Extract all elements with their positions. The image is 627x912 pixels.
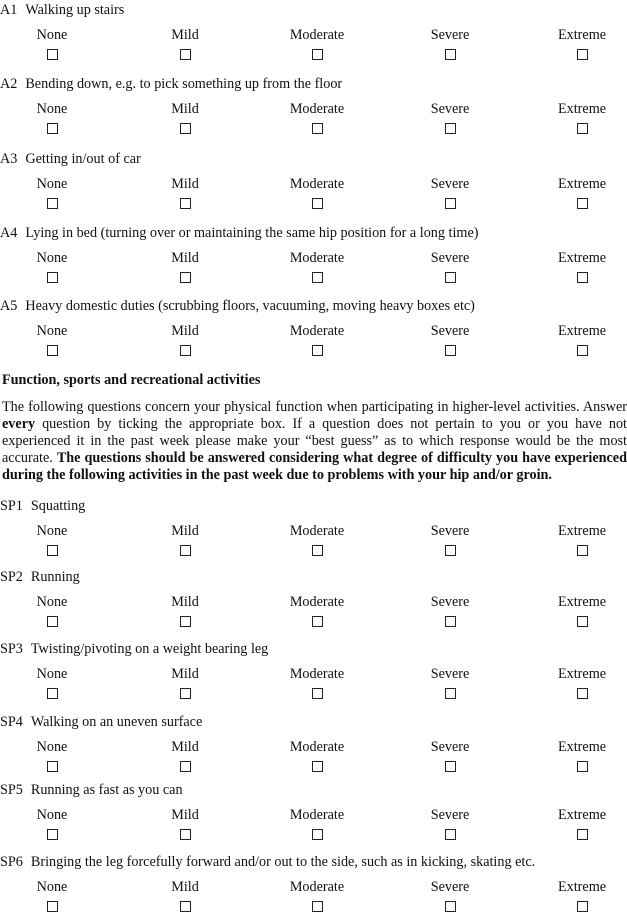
option-checkbox[interactable] [445,545,456,556]
option-label: Mild [171,101,199,117]
option-label: Moderate [289,879,345,895]
question-text: Getting in/out of car [25,151,141,167]
option-label: Mild [171,594,199,610]
option-checkbox[interactable] [180,688,191,699]
option-severe [400,27,500,60]
option-checkbox[interactable] [180,761,191,772]
option-checkbox[interactable] [577,123,588,134]
option-none [2,323,102,356]
option-label: Severe [430,27,470,43]
option-severe [400,250,500,283]
option-mild [135,323,235,356]
option-checkbox[interactable] [180,901,191,912]
option-label: Extreme [557,250,607,266]
option-mild [135,666,235,699]
option-label: Severe [430,250,470,266]
option-label: Severe [430,101,470,117]
option-label: Moderate [289,666,345,682]
option-checkbox[interactable] [445,829,456,840]
option-label: Mild [171,739,199,755]
question-code: A1 [0,2,18,18]
option-label: Moderate [289,807,345,823]
option-extreme [532,879,627,912]
question-title [0,782,183,799]
option-checkbox[interactable] [180,829,191,840]
option-checkbox[interactable] [180,616,191,627]
option-none [2,250,102,283]
question-text: Twisting/pivoting on a weight bearing leg [30,641,269,657]
option-label: Mild [171,807,199,823]
option-checkbox[interactable] [312,198,323,209]
question-code: A4 [0,225,18,241]
option-label: Mild [171,27,199,43]
option-moderate [267,594,367,627]
option-label: Extreme [557,323,607,339]
option-checkbox[interactable] [312,901,323,912]
option-moderate [267,523,367,556]
option-extreme [532,523,627,556]
intro-every: every [2,416,36,432]
question-text: Bringing the leg forcefully forward and/or out to the side, such as in kicking, skating etc. [30,854,536,870]
option-extreme [532,807,627,840]
option-checkbox[interactable] [445,49,456,60]
option-severe [400,101,500,134]
option-label: None [36,323,68,339]
option-extreme [532,666,627,699]
option-moderate [267,879,367,912]
option-checkbox[interactable] [577,345,588,356]
question-code: SP4 [0,714,23,730]
question-text: Squatting [30,498,86,514]
option-mild [135,101,235,134]
question-text: Heavy domestic duties (scrubbing floors, vacuuming, moving heavy boxes etc) [25,298,475,314]
option-checkbox[interactable] [445,901,456,912]
option-label: Moderate [289,101,345,117]
option-checkbox[interactable] [312,688,323,699]
option-checkbox[interactable] [445,123,456,134]
question-code: SP3 [0,641,23,657]
option-checkbox[interactable] [312,49,323,60]
option-severe [400,807,500,840]
option-checkbox[interactable] [180,123,191,134]
option-checkbox[interactable] [577,829,588,840]
option-checkbox[interactable] [577,901,588,912]
option-severe [400,879,500,912]
option-checkbox[interactable] [180,345,191,356]
option-label: Severe [430,523,470,539]
option-none [2,739,102,772]
option-checkbox[interactable] [180,198,191,209]
option-label: Extreme [557,879,607,895]
option-label: Mild [171,879,199,895]
option-extreme [532,27,627,60]
option-label: None [36,523,68,539]
option-label: Mild [171,250,199,266]
option-checkbox[interactable] [445,198,456,209]
option-label: Moderate [289,594,345,610]
option-severe [400,739,500,772]
option-mild [135,594,235,627]
option-none [2,666,102,699]
option-checkbox[interactable] [577,688,588,699]
option-severe [400,323,500,356]
option-label: Moderate [289,323,345,339]
option-none [2,27,102,60]
option-mild [135,27,235,60]
option-label: Moderate [289,176,345,192]
option-label: Extreme [557,27,607,43]
option-checkbox[interactable] [312,123,323,134]
option-severe [400,594,500,627]
option-moderate [267,807,367,840]
question-text: Lying in bed (turning over or maintaining the same hip position for a long time) [25,225,479,241]
option-label: None [36,594,68,610]
option-label: None [36,176,68,192]
option-checkbox[interactable] [47,616,58,627]
question-text: Bending down, e.g. to pick something up from the floor [25,76,343,92]
option-checkbox[interactable] [577,49,588,60]
option-none [2,879,102,912]
option-checkbox[interactable] [180,545,191,556]
option-label: Extreme [557,176,607,192]
question-title [0,2,124,19]
option-none [2,594,102,627]
option-checkbox[interactable] [47,272,58,283]
question-title [0,854,535,871]
option-label: None [36,101,68,117]
option-moderate [267,739,367,772]
option-checkbox[interactable] [180,49,191,60]
option-label: Extreme [557,523,607,539]
question-code: SP2 [0,569,23,585]
option-checkbox[interactable] [577,198,588,209]
question-code: A2 [0,76,18,92]
question-title [0,641,268,658]
option-checkbox[interactable] [47,545,58,556]
question-text: Walking on an uneven surface [30,714,203,730]
option-label: Extreme [557,666,607,682]
question-text: Running [30,569,80,585]
option-mild [135,176,235,209]
option-checkbox[interactable] [312,272,323,283]
option-label: Moderate [289,523,345,539]
option-none [2,807,102,840]
option-moderate [267,250,367,283]
option-moderate [267,101,367,134]
option-label: Moderate [289,739,345,755]
option-mild [135,250,235,283]
option-checkbox[interactable] [180,272,191,283]
question-title [0,225,478,242]
option-checkbox[interactable] [312,829,323,840]
intro-bold-instruction: The questions should be answered considering what degree of difficulty you have experienced during the following activities in the past week due to problems with your hip and/or groin. [2,450,627,483]
option-severe [400,176,500,209]
option-checkbox[interactable] [47,123,58,134]
question-code: A5 [0,298,18,314]
option-label: Severe [430,594,470,610]
option-label: Mild [171,176,199,192]
option-label: Severe [430,666,470,682]
option-label: Severe [430,739,470,755]
option-label: Severe [430,807,470,823]
option-extreme [532,323,627,356]
intro-text-2: question by ticking the appropriate box. If a question does not pertain to you or you have not experienced it in the past week please make your “best guess” as to which response would be the most accurate. [2,416,627,466]
option-checkbox[interactable] [47,198,58,209]
question-title [0,151,141,168]
section-heading: Function, sports and recreational activities [2,372,261,388]
option-label: None [36,807,68,823]
option-label: Extreme [557,807,607,823]
option-checkbox[interactable] [577,545,588,556]
option-label: Extreme [557,101,607,117]
option-checkbox[interactable] [47,49,58,60]
option-checkbox[interactable] [312,761,323,772]
question-title [0,498,85,515]
option-moderate [267,27,367,60]
section-intro [2,399,627,484]
option-checkbox[interactable] [577,616,588,627]
option-moderate [267,666,367,699]
option-checkbox[interactable] [312,345,323,356]
option-none [2,101,102,134]
intro-text-1: The following questions concern your physical function when participating in higher-level activities. Answer [2,399,627,415]
option-label: Mild [171,523,199,539]
option-checkbox[interactable] [47,345,58,356]
option-moderate [267,323,367,356]
option-checkbox[interactable] [312,545,323,556]
option-none [2,523,102,556]
option-checkbox[interactable] [47,688,58,699]
option-checkbox[interactable] [445,272,456,283]
option-mild [135,807,235,840]
question-code: SP1 [0,498,23,514]
option-label: None [36,250,68,266]
option-label: Mild [171,323,199,339]
option-label: Severe [430,323,470,339]
option-extreme [532,739,627,772]
option-mild [135,739,235,772]
option-checkbox[interactable] [445,761,456,772]
option-checkbox[interactable] [47,829,58,840]
option-extreme [532,250,627,283]
question-code: SP6 [0,854,23,870]
option-label: Moderate [289,27,345,43]
question-title [0,76,342,93]
option-checkbox[interactable] [312,616,323,627]
option-checkbox[interactable] [445,345,456,356]
option-moderate [267,176,367,209]
option-checkbox[interactable] [577,761,588,772]
option-checkbox[interactable] [445,688,456,699]
option-severe [400,666,500,699]
question-code: SP5 [0,782,23,798]
option-label: None [36,879,68,895]
option-extreme [532,594,627,627]
option-label: None [36,27,68,43]
option-label: Moderate [289,250,345,266]
option-label: None [36,739,68,755]
option-label: Mild [171,666,199,682]
option-checkbox[interactable] [47,901,58,912]
option-label: Extreme [557,594,607,610]
question-title [0,569,80,586]
option-label: None [36,666,68,682]
question-text: Running as fast as you can [30,782,183,798]
question-title [0,714,202,731]
option-none [2,176,102,209]
option-checkbox[interactable] [47,761,58,772]
option-checkbox[interactable] [445,616,456,627]
question-title [0,298,475,315]
option-label: Severe [430,879,470,895]
question-code: A3 [0,151,18,167]
option-extreme [532,176,627,209]
option-severe [400,523,500,556]
option-extreme [532,101,627,134]
question-text: Walking up stairs [25,2,125,18]
option-checkbox[interactable] [577,272,588,283]
option-mild [135,523,235,556]
option-mild [135,879,235,912]
option-label: Extreme [557,739,607,755]
option-label: Severe [430,176,470,192]
